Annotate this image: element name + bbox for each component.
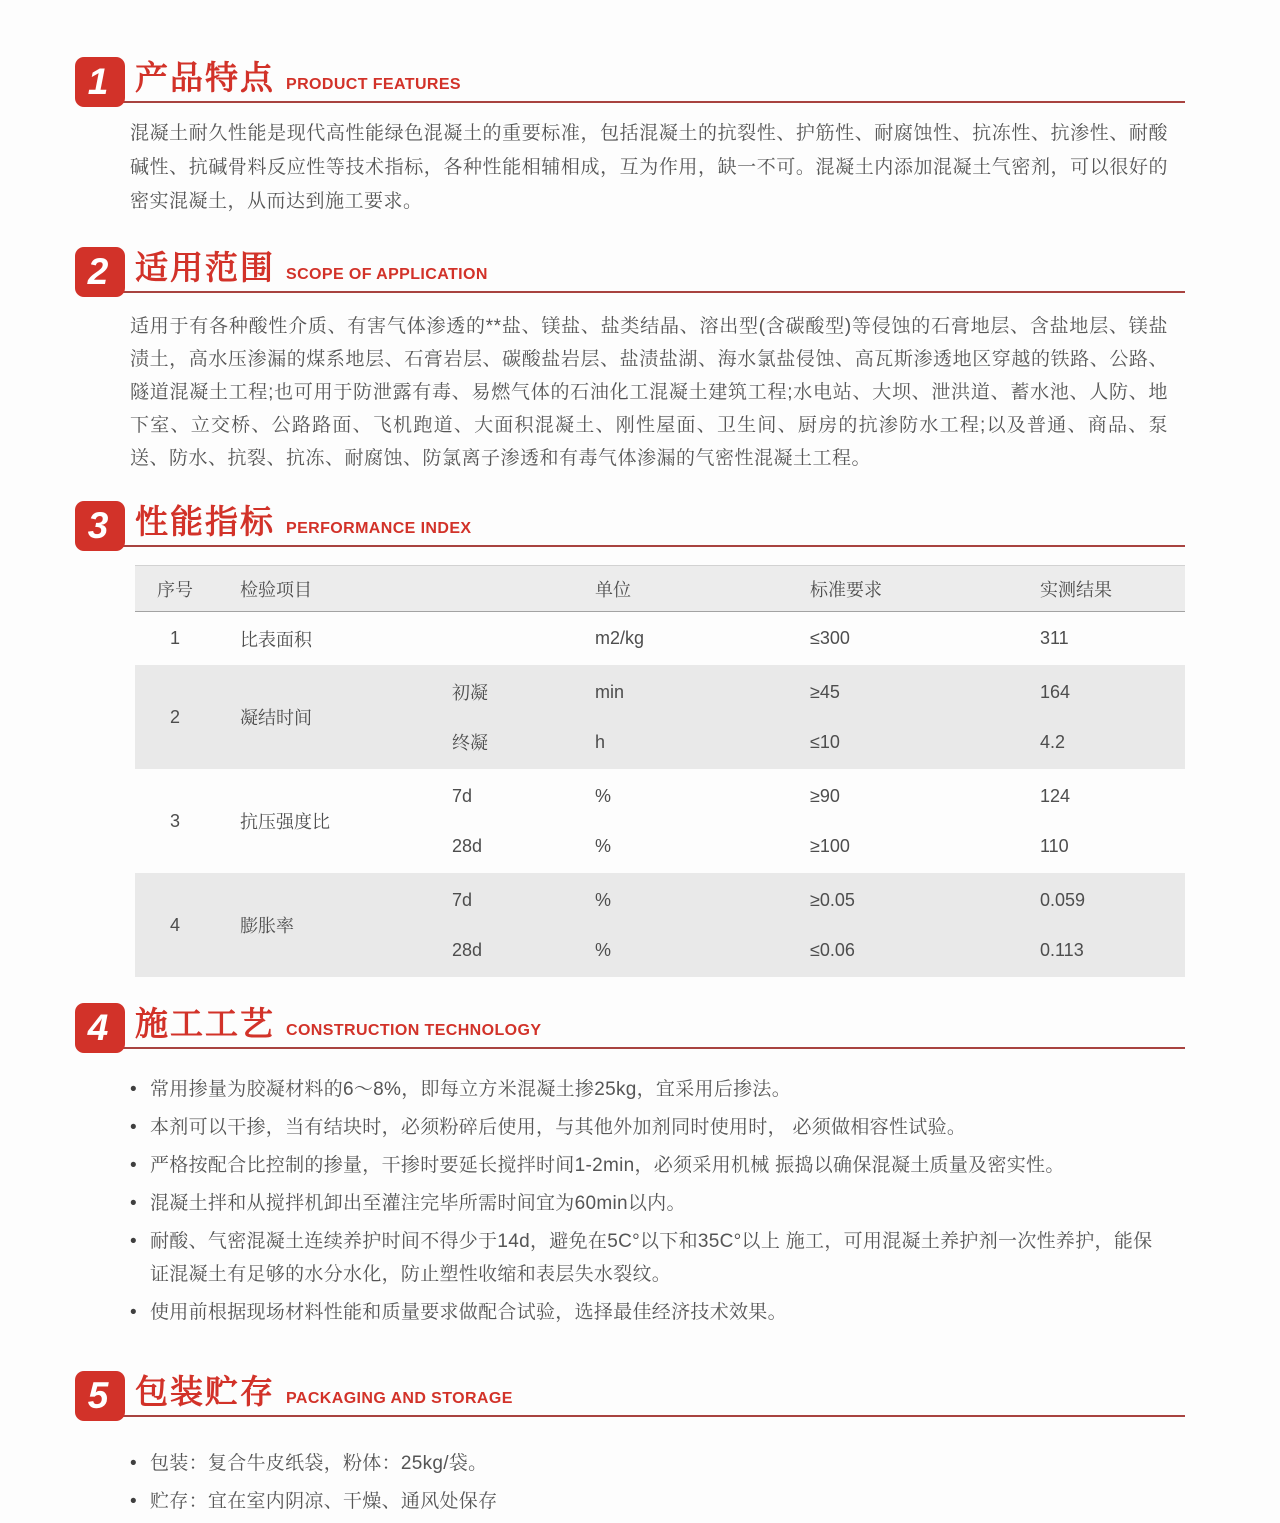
table-cell: ≥45 [810, 681, 840, 702]
section-titles [135, 242, 488, 289]
table-cell: ≥0.05 [810, 889, 855, 910]
section-header [75, 245, 1185, 297]
bullet-dot: • [130, 1155, 137, 1176]
table-cell: 3 [169, 810, 180, 831]
header-rule-line [77, 1415, 1185, 1417]
section-subtitle: PRODUCT FEATURES [286, 76, 461, 93]
features-paragraph: 混凝土耐久性能是现代高性能绿色混凝土的重要标准，包括混凝土的抗裂性、护筋性、耐腐蚀性、抗冻性、抗渗性、耐酸碱性、抗碱骨料反应性等技术指标，各种性能相辅相成，互为作用，缺一不可。混凝土内添加混凝土气密剂，可以很好的密实混凝土，从而达到施工要求。 [130, 123, 1168, 212]
table-header-cell: 实测结果 [1040, 579, 1112, 600]
performance-table [135, 565, 1185, 977]
table-cell: 4 [169, 914, 180, 935]
section-titles [135, 496, 471, 543]
section-header [75, 499, 1185, 551]
list-item [130, 1225, 1168, 1291]
section-titles [135, 1366, 513, 1413]
table-header-cell: 单位 [595, 579, 631, 600]
list-item [130, 1296, 1168, 1329]
table-header-row [135, 565, 1185, 612]
bullet-dot: • [130, 1193, 137, 1214]
table-cell: ≥100 [810, 835, 850, 856]
table-cell: min [595, 681, 625, 702]
list-item-text: 本剂可以干掺，当有结块时，必须粉碎后使用，与其他外加剂同时使用时， 必须做相容性试验。 [150, 1117, 967, 1138]
table-row [135, 769, 1185, 873]
bullet-dot: • [130, 1491, 137, 1512]
section-number-badge: 4 [75, 1003, 125, 1053]
table-cell: 7d [452, 785, 473, 806]
section-header [75, 1369, 1185, 1421]
table-cell: 抗压强度比 [240, 812, 330, 832]
section-construction-technology [0, 1001, 1280, 1329]
table-cell: % [595, 785, 612, 806]
list-item-text: 混凝土拌和从搅拌机卸出至灌注完毕所需时间宜为60min以内。 [150, 1193, 686, 1214]
section-title: 施工工艺 [135, 1005, 275, 1042]
section-titles [135, 52, 461, 99]
construction-bullet-list [130, 1073, 1168, 1329]
section-product-features [0, 55, 1280, 219]
scope-paragraph: 适用于有各种酸性介质、有害气体渗透的**盐、镁盐、盐类结晶、溶出型(含碳酸型)等侵蚀的石膏地层、含盐地层、镁盐渍土，高水压渗漏的煤系地层、石膏岩层、碳酸盐岩层、盐渍盐湖、海水氯盐侵蚀、高瓦斯渗透地区穿越的铁路、公路、隧道混凝土工程;也可用于防泄露有毒、易燃气体的石油化工混凝土建筑工程;水电站、大坝、泄洪道、蓄水池、人防、地下室、立交桥、公路路面、飞机跑道、大面积混凝土、刚性屋面、卫生间、厨房的抗渗防水工程;以及普通、商品、泵送、防水、抗裂、抗冻、耐腐蚀、防氯离子渗透和有毒气体渗漏的气密性混凝土工程。 [130, 316, 1168, 469]
section-packaging-and-storage [0, 1369, 1280, 1518]
header-rule-line [77, 1047, 1185, 1049]
table-cell: ≤300 [810, 628, 850, 648]
table-cell: m2/kg [595, 628, 645, 648]
table-cell: 2 [169, 706, 180, 727]
section-subtitle: PACKAGING AND STORAGE [286, 1390, 513, 1407]
list-item [130, 1187, 1168, 1220]
table-cell: 28d [452, 939, 483, 960]
section-title: 适用范围 [135, 249, 275, 286]
bullet-dot: • [130, 1453, 137, 1474]
header-rule-line [77, 545, 1185, 547]
table-cell: ≤10 [810, 731, 840, 752]
section-number-badge: 3 [75, 501, 125, 551]
header-rule-line [77, 101, 1185, 103]
table-cell: % [595, 835, 612, 856]
section-title: 产品特点 [135, 59, 275, 96]
section-titles [135, 998, 541, 1045]
table-cell: 膨胀率 [240, 916, 294, 936]
section-subtitle: PERFORMANCE INDEX [286, 520, 472, 537]
section-number-badge: 1 [75, 57, 125, 107]
section-title: 性能指标 [135, 503, 275, 540]
table-cell: 110 [1040, 835, 1069, 856]
packaging-bullet-list [130, 1447, 1168, 1518]
table-cell: 初凝 [452, 683, 488, 703]
table-cell: % [595, 889, 612, 910]
section-header [75, 1001, 1185, 1053]
table-cell: % [595, 939, 612, 960]
list-item [130, 1073, 1168, 1106]
list-item [130, 1149, 1168, 1182]
table-cell: 0.113 [1040, 939, 1084, 960]
table-cell: 凝结时间 [240, 708, 312, 728]
table-cell: 比表面积 [240, 629, 312, 650]
table-cell: ≥90 [810, 785, 840, 806]
section-subtitle: SCOPE OF APPLICATION [286, 266, 488, 283]
list-item [130, 1111, 1168, 1144]
table-cell: 终凝 [452, 733, 488, 753]
list-item-text: 常用掺量为胶凝材料的6～8%，即每立方米混凝土掺25kg，宜采用后掺法。 [150, 1079, 792, 1100]
section-performance-index [0, 499, 1280, 977]
table-header-cell: 检验项目 [240, 579, 312, 600]
section-title: 包装贮存 [135, 1373, 275, 1410]
header-rule-line [77, 291, 1185, 293]
bullet-dot: • [130, 1079, 137, 1100]
table-cell: h [595, 731, 606, 752]
list-item [130, 1447, 1168, 1480]
list-item-text: 耐酸、气密混凝土连续养护时间不得少于14d，避免在5C°以下和35C°以上 施工，可用混凝土养护剂一次性养护，能保证混凝土有足够的水分水化，防止塑性收缩和表层失水裂纹。 [150, 1231, 1153, 1285]
bullet-dot: • [130, 1302, 137, 1323]
table-cell: ≤0.06 [810, 939, 855, 960]
table-row [135, 665, 1185, 769]
table-cell: 1 [169, 628, 180, 648]
table-cell: 7d [452, 889, 473, 910]
table-cell: 311 [1040, 628, 1069, 648]
table-row [135, 873, 1185, 977]
section-number-badge: 2 [75, 247, 125, 297]
list-item-text: 使用前根据现场材料性能和质量要求做配合试验，选择最佳经济技术效果。 [150, 1302, 787, 1323]
table-cell: 0.059 [1040, 889, 1086, 910]
list-item-text: 包装：复合牛皮纸袋，粉体：25kg/袋。 [150, 1453, 488, 1474]
list-item-text: 严格按配合比控制的掺量，干掺时要延长搅拌时间1-2min，必须采用机械 振捣以确保混凝土质量及密实性。 [150, 1155, 1065, 1176]
section-number-badge: 5 [75, 1371, 125, 1421]
list-item-text: 贮存：宜在室内阴凉、干燥、通风处保存 [150, 1491, 498, 1512]
table-cell: 124 [1040, 785, 1071, 806]
table-header-cell: 序号 [157, 579, 193, 600]
list-item [130, 1485, 1168, 1518]
section-scope-of-application [0, 245, 1280, 475]
table-cell: 164 [1040, 681, 1071, 702]
bullet-dot: • [130, 1117, 137, 1138]
section-subtitle: CONSTRUCTION TECHNOLOGY [286, 1022, 542, 1039]
table-cell: 4.2 [1040, 731, 1066, 752]
section-header [75, 55, 1185, 107]
table-row [135, 612, 1185, 665]
bullet-dot: • [130, 1231, 137, 1252]
table-header-cell: 标准要求 [810, 579, 882, 600]
table-cell: 28d [452, 835, 483, 856]
